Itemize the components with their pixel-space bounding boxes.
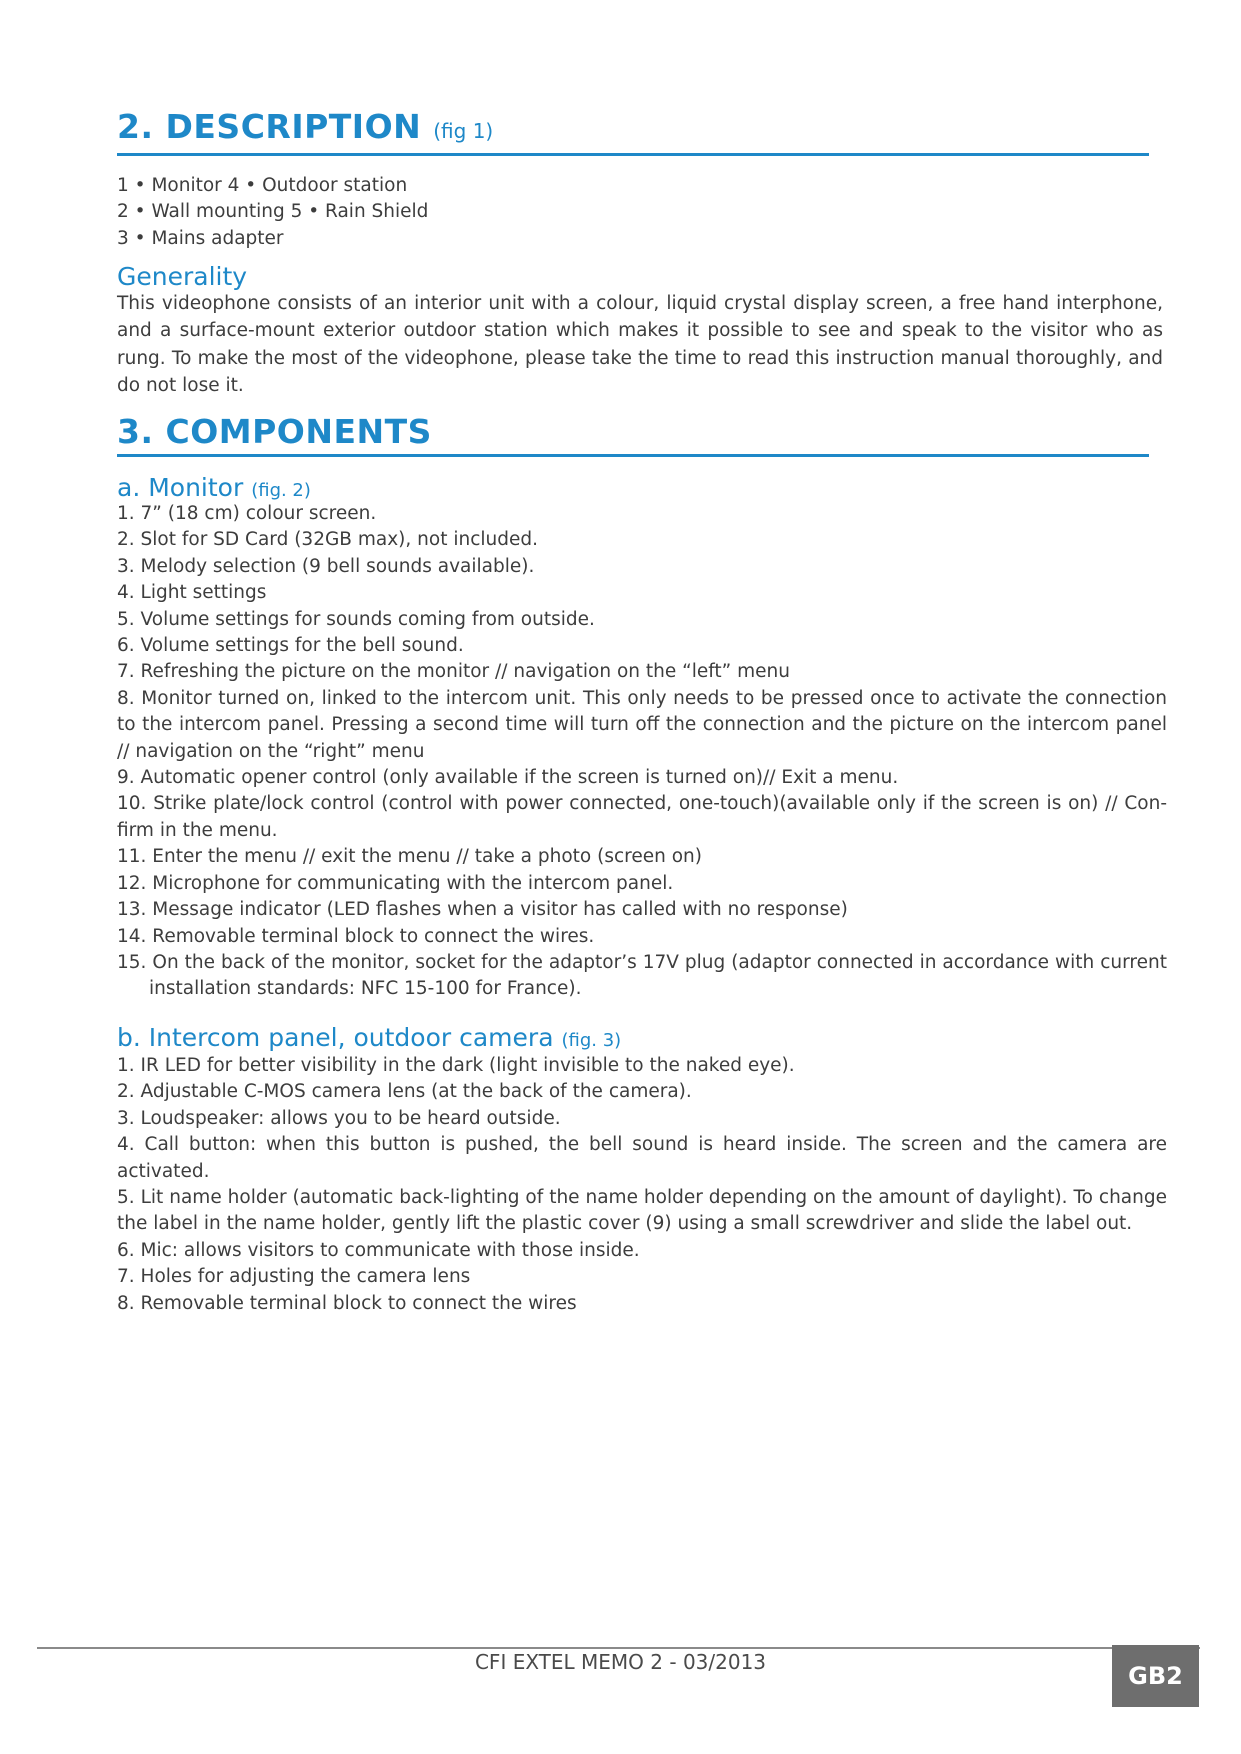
page-badge: GB2 (1112, 1645, 1199, 1707)
subheading-generality: Generality (117, 262, 248, 291)
section-heading-components (117, 413, 1149, 457)
list-item: 7. Holes for adjusting the camera lens (117, 1266, 471, 1288)
list-item: 6. Mic: allows visitors to communicate with those inside. (117, 1239, 640, 1261)
list-item: 13. Message indicator (LED flashes when a visitor has called with no response) (117, 899, 848, 921)
list-item: 10. Strike plate/lock control (control with power connected, one-touch)(available only if the screen is on) // Con-firm in the menu. (117, 793, 1167, 841)
description-list (117, 173, 1167, 252)
figure-reference: (fig 1) (433, 119, 494, 143)
list-item: 3 • Mains adapter (117, 227, 284, 249)
list-item: 3. Melody selection (9 bell sounds available). (117, 555, 535, 577)
generality-paragraph: This videophone consists of an interior unit with a colour, liquid crystal display screen, a free hand interphone, and a surface-mount exterior outdoor station which makes it possible to see and speak to the visitor who as rung. To make the most of the videophone, please take the time to read this instruction manual thoroughly, and do not lose it. (117, 293, 1163, 396)
list-item: 9. Automatic opener control (only available if the screen is turned on)// Exit a menu. (117, 767, 899, 789)
panel-components-list (117, 1053, 1167, 1317)
list-item: 15. On the back of the monitor, socket for the adaptor’s 17V plug (adaptor connected in accordance with current installation standards: NFC 15-100 for France). (117, 951, 1167, 1000)
section-title: 3. COMPONENTS (117, 412, 432, 451)
list-item: 14. Removable terminal block to connect the wires. (117, 925, 595, 947)
figure-reference: (fig. 2) (251, 480, 311, 501)
list-item: 12. Microphone for communicating with the intercom panel. (117, 872, 674, 894)
list-item: 7. Refreshing the picture on the monitor // navigation on the “left” menu (117, 661, 790, 683)
list-item: 1 • Monitor 4 • Outdoor station (117, 175, 408, 196)
list-item: 5. Lit name holder (automatic back-lighting of the name holder depending on the amount of daylight). To change the label in the name holder, gently lift the plastic cover (9) using a small screwdriver and slide the label out. (117, 1187, 1167, 1235)
list-item: 1. 7” (18 cm) colour screen. (117, 503, 377, 524)
list-item: 8. Monitor turned on, linked to the intercom unit. This only needs to be pressed once to activate the connection to the intercom panel. Pressing a second time will turn off the connection and the picture on the intercom panel // navigation on the “right” menu (117, 687, 1167, 762)
footer-title: CFI EXTEL MEMO 2 - 03/2013 (474, 1650, 767, 1674)
figure-reference: (fig. 3) (561, 1030, 622, 1051)
list-item: 11. Enter the menu // exit the menu // take a photo (screen on) (117, 846, 702, 868)
section-title: 2. DESCRIPTION (117, 107, 422, 146)
list-item: 8. Removable terminal block to connect the wires (117, 1292, 577, 1314)
list-item: 2 • Wall mounting 5 • Rain Shield (117, 201, 429, 223)
list-item: 2. Adjustable C-MOS camera lens (at the back of the camera). (117, 1081, 692, 1103)
subheading-title: a. Monitor (117, 473, 244, 502)
list-item: 4. Light settings (117, 582, 267, 604)
list-item: 6. Volume settings for the bell sound. (117, 635, 464, 657)
subheading-title: b. Intercom panel, outdoor camera (117, 1023, 554, 1052)
list-item: 2. Slot for SD Card (32GB max), not included. (117, 529, 538, 551)
list-item: 1. IR LED for better visibility in the dark (light invisible to the naked eye). (117, 1055, 795, 1076)
subheading-intercom-panel (117, 1023, 621, 1056)
monitor-components-list (117, 501, 1167, 1003)
section-heading-description (117, 108, 1149, 156)
list-item: 4. Call button: when this button is pushed, the bell sound is heard inside. The screen and the camera are activated. (117, 1134, 1167, 1182)
list-item: 3. Loudspeaker: allows you to be heard outside. (117, 1107, 561, 1129)
list-item: 5. Volume settings for sounds coming from outside. (117, 608, 595, 630)
